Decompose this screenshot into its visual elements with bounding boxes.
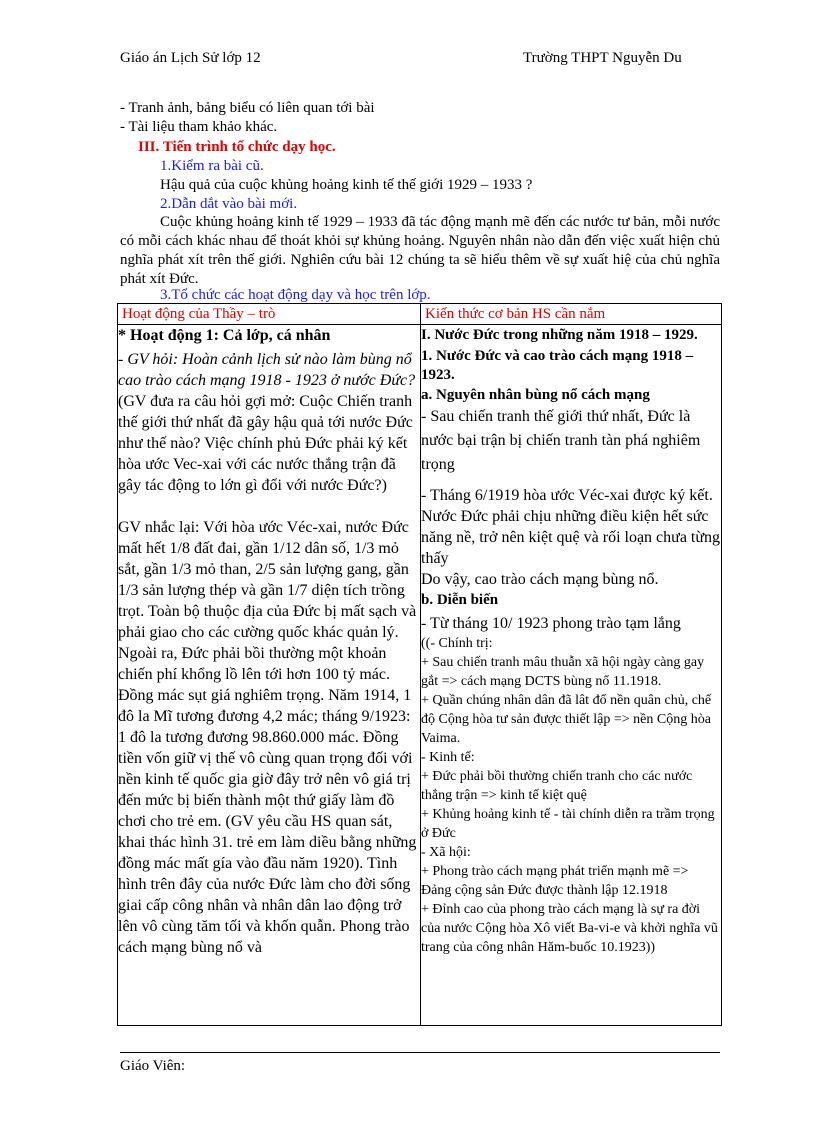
cause-conclusion: Do vậy, cao trào cách mạng bùng nổ. [421, 571, 659, 588]
society-label: - Xã hội: [421, 845, 471, 860]
intro-paragraph: Cuộc khủng hoảng kinh tế 1929 – 1933 đã tác động mạnh mẽ đến các nước tư bản, mỗi nước có mỗi cách khác nhau để thoát khỏi sự khủng hoảng. Nguyên nhân nào dẫn đến việc xuất hiện chủ nghĩa phát xít trên thế giới. Nghiên cứu bài 12 chúng ta sẽ hiểu thêm về sự xuất hiệ của chủ nghĩa phát xít Đức. [120, 214, 720, 287]
economy-label: - Kinh tế: [421, 750, 475, 765]
teacher-reminder: GV nhắc lại: Với hòa ước Véc-xai, nước Đức mất hết 1/8 đất đai, gần 1/12 dân số, 1/3 mỏ sắt, gần 1/3 mỏ than, 2/5 sản lượng gang, gần 1/3 sản lượng thép và gần 1/7 diện tích trồng trọt. Toàn bộ thuộc địa của Đức bị mất sạch và phải giao cho các cường quốc khác quản lý. Ngoài ra, Đức phải bồi thường một khoản chiến phí khổng lồ lên tới hơn 100 tỷ mác. Đồng mác sụt giá nghiêm trọng. Năm 1914, 1 đô la Mĩ tương đương 4,2 mác; tháng 9/1923: 1 đô la tương đương 98.860.000 mác. Đồng tiền vốn giữ vị thế vô cùng quan trọng đối với nền kinh tế quốc gia giờ đây trở nên vô giá trị đến mức bị biến thành một thứ giấy làm đồ chơi cho trẻ em. (GV yêu cầu HS quan sát, khai thác hình 31. trẻ em làm diều bằng những đồng mác mất gía vào đầu năm 1920). Tình hình trên đây của nước Đức làm cho đời sống giai cấp công nhân và nhân dân lao động trở lên vô cùng tăm tối và khốn quẫn. Phong trào cách mạng bùng nổ và [118, 519, 417, 956]
heading-subsection-1: 1. Nước Đức và cao trào cách mạng 1918 – 1923. [421, 348, 694, 383]
teacher-activity-cell [118, 325, 421, 1026]
step-title: 3.Tổ chức các hoạt động dạy và học trên lớp. [160, 287, 431, 303]
step-title: 2.Dẫn dắt vào bài mới. [160, 196, 298, 212]
review-question: Hậu quả của cuộc khủng hoảng kinh tế thế giới 1929 – 1933 ? [160, 177, 533, 193]
heading-a: a. Nguyên nhân bùng nổ cách mạng [421, 387, 650, 403]
cause-item: - Sau chiến tranh thế giới thứ nhất, Đức là nước bại trận bị chiến tranh tàn phá nghiêm trọng [421, 408, 701, 473]
header-subject: Giáo án Lịch Sử lớp 12 [120, 50, 261, 66]
economy-item: + Đức phải bồi thường chiến tranh cho các nước thắng trận => kinh tế kiệt quệ [421, 769, 693, 803]
activity-title: * Hoạt động 1: Cả lớp, cá nhân [118, 327, 331, 344]
event-item: - Từ tháng 10/ 1923 phong trào tạm lắng [421, 615, 681, 632]
politics-item: + Sau chiến tranh mâu thuẫn xã hội ngày càng gay gắt => cách mạng DCTS bùng nổ 11.1918. [421, 655, 705, 689]
material-item: - Tranh ảnh, bảng biểu có liên quan tới bài [120, 100, 375, 116]
teacher-hint: (GV đưa ra câu hỏi gợi mở: Cuộc Chiến tranh thế giới thứ nhất đã gây hậu quả tới nước Đức như thế nào? Việc chính phủ Đức phải ký kết hòa ước Vec-xai với các nước thắng trận đã gây tác động to lớn gì đối với nước Đức?) [118, 393, 413, 494]
heading-section-1: I. Nước Đức trong những năm 1918 – 1929. [421, 327, 698, 343]
header-school: Trường THPT Nguyễn Du [523, 50, 682, 66]
col-header-knowledge: Kiến thức cơ bản HS cần nắm [421, 304, 722, 325]
politics-label: ((- Chính trị: [421, 636, 493, 651]
lesson-table [117, 303, 722, 1026]
section-title: III. Tiến trình tổ chức dạy học. [138, 139, 336, 155]
society-item: + Phong trào cách mạng phát triển mạnh mẽ => Đảng cộng sản Đức được thành lập 12.1918 [421, 864, 689, 898]
cause-item: - Tháng 6/1919 hòa ước Véc-xai được ký kết. Nước Đức phải chịu những điều kiện hết sức năng nề, trở nên kiệt quệ và rối loạn chưa từng thấy [421, 487, 721, 567]
society-item: + Đỉnh cao của phong trào cách mạng là sự ra đời của nước Cộng hòa Xô viết Ba-vi-e và khởi nghĩa vũ trang của công nhân Hăm-buốc 10.1923)) [421, 902, 718, 955]
col-header-teacher: Hoạt động của Thầy – trò [118, 304, 421, 325]
teacher-question: - GV hỏi: Hoàn cảnh lịch sử nào làm bùng nổ cao trào cách mạng 1918 - 1923 ở nước Đức? [118, 351, 416, 389]
knowledge-cell [421, 325, 722, 1026]
step-title: 1.Kiểm ra bài cũ. [160, 158, 264, 174]
heading-b: b. Diễn biến [421, 592, 499, 608]
footer-divider [120, 1052, 720, 1053]
material-item: - Tài liệu tham khảo khác. [120, 119, 278, 135]
politics-item: + Quần chúng nhân dân đã lât đổ nền quân chủ, chế độ Cộng hòa tư sản được thiết lập => nền Cộng hòa Vaima. [421, 693, 712, 746]
economy-item: + Khủng hoảng kinh tế - tài chính diễn ra trầm trọng ở Đức [421, 807, 715, 841]
footer-teacher-label: Giáo Viên: [120, 1058, 186, 1074]
